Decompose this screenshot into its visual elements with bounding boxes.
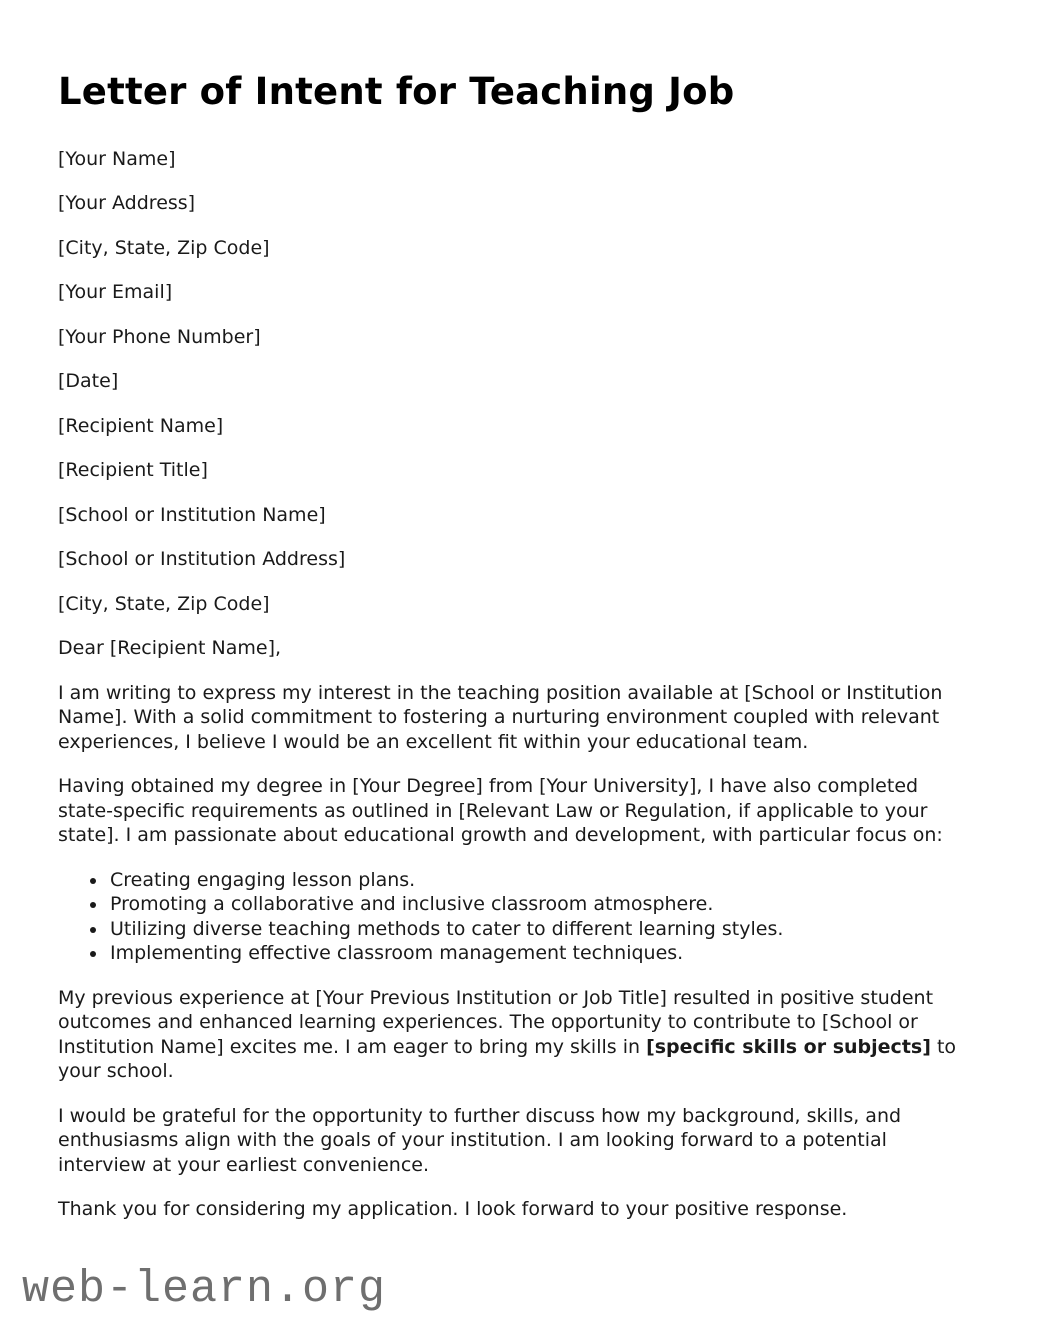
paragraph-experience-text-before: My previous experience at [Your Previous Institution or Job Title] resulted in positive student outcomes and enhanced learning experiences. The opportunity to contribute to [School or Institution Name] excites me. I am eager to bring my skills in <box>58 986 934 1058</box>
bullet-diverse-methods: • Utilizing diverse teaching methods to cater to different learning styles. <box>108 917 979 942</box>
document-title: Letter of Intent for Teaching Job <box>58 70 735 113</box>
paragraph-experience-bold-skills: [specific skills or subjects] <box>646 1035 931 1058</box>
address-line-city-state-zip: [City, State, Zip Code] <box>58 236 270 259</box>
address-line-your-phone: [Your Phone Number] <box>58 325 261 348</box>
paragraph-closing: I would be grateful for the opportunity to further discuss how my background, skills, and enthusiasms align with the goals of your institution. I am looking forward to a potential interview at your earliest convenience. <box>58 1104 902 1176</box>
address-line-your-name: [Your Name] <box>58 147 176 170</box>
bullet-lesson-plans: • Creating engaging lesson plans. <box>108 868 979 893</box>
address-line-school-name: [School or Institution Name] <box>58 503 326 526</box>
salutation: Dear [Recipient Name], <box>58 637 282 660</box>
address-line-recipient-title: [Recipient Title] <box>58 459 208 482</box>
bullet-collaborative-atmosphere: • Promoting a collaborative and inclusive classroom atmosphere. <box>108 892 979 917</box>
address-line-school-address: [School or Institution Address] <box>58 548 346 571</box>
paragraph-background: Having obtained my degree in [Your Degree] from [Your University], I have also completed state-specific requirements as outlined in [Relevant Law or Regulation, if applicable to your state]. I am passionate about educational growth and development, with particular focus on: <box>58 775 943 847</box>
paragraph-experience-text-after: to your school. <box>58 1035 957 1083</box>
focus-bullet-list <box>58 868 979 966</box>
address-line-date: [Date] <box>58 370 119 393</box>
address-line-your-email: [Your Email] <box>58 281 173 304</box>
bullet-classroom-management: • Implementing effective classroom management techniques. <box>108 941 979 966</box>
address-line-your-address: [Your Address] <box>58 192 196 215</box>
paragraph-thanks: Thank you for considering my application. I look forward to your positive response. <box>58 1198 848 1221</box>
address-line-school-city-state-zip: [City, State, Zip Code] <box>58 592 270 615</box>
watermark-web-learn-org: web-learn.org <box>22 1264 387 1315</box>
address-line-recipient-name: [Recipient Name] <box>58 414 224 437</box>
paragraph-experience <box>58 986 979 1084</box>
paragraph-intro: I am writing to express my interest in the teaching position available at [School or Institution Name]. With a solid commitment to fostering a nurturing environment coupled with relevant experiences, I believe I would be an excellent fit within your educational team. <box>58 681 943 753</box>
